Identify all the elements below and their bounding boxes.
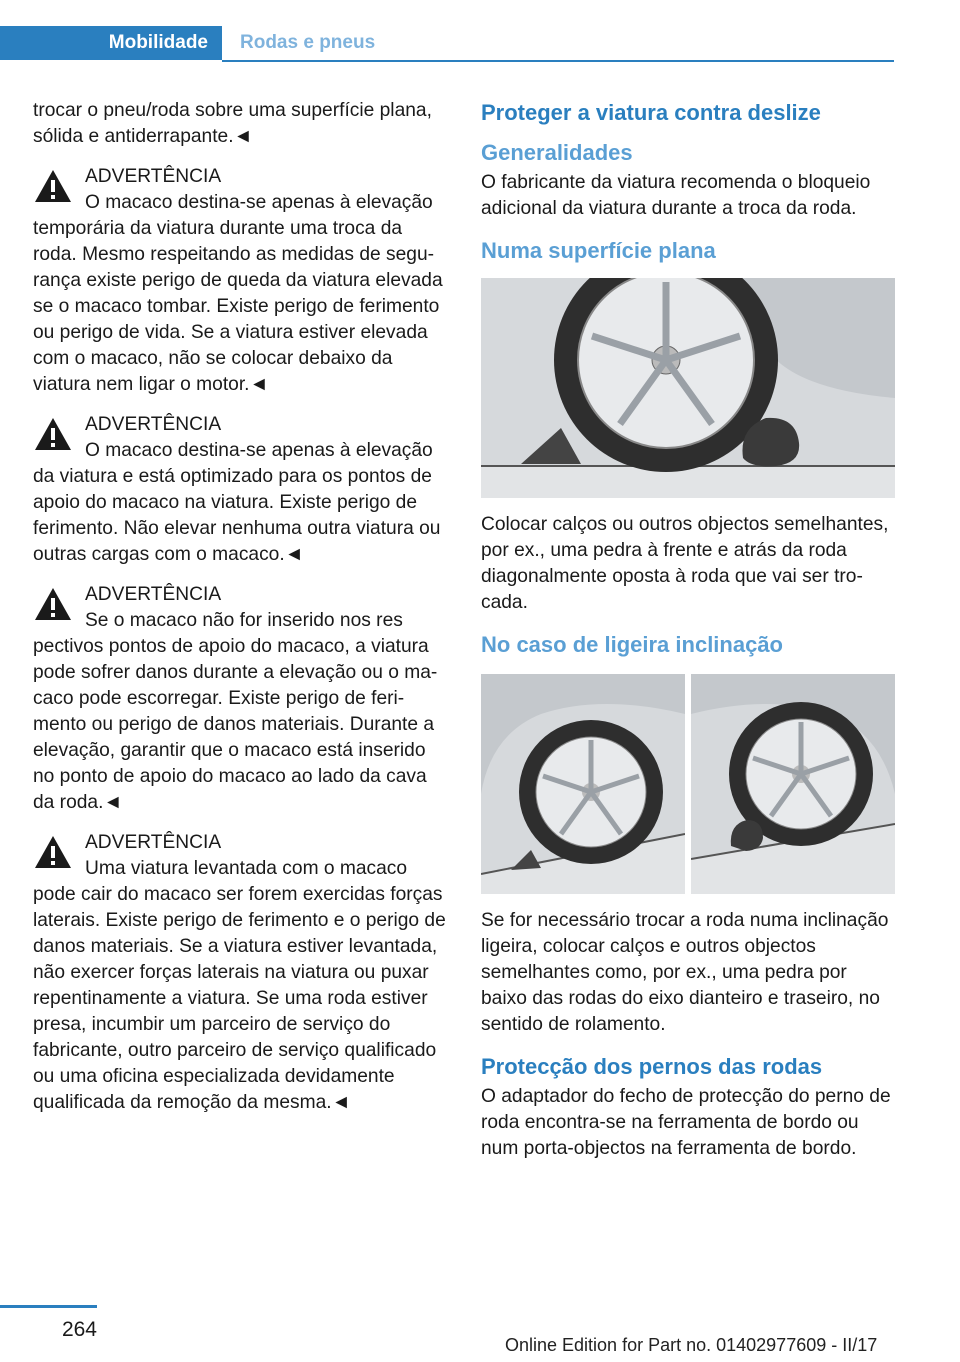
incline-front-image <box>481 674 685 894</box>
header-divider <box>222 60 894 62</box>
incline-heading: No caso de ligeira inclinação <box>481 632 783 657</box>
section-title: Proteger a viatura contra deslize <box>481 100 821 125</box>
warning-block <box>33 830 451 1116</box>
warning-title: ADVERTÊNCIA <box>85 414 222 435</box>
warning-block <box>33 582 451 816</box>
general-heading: Generalidades <box>481 140 633 165</box>
warning-triangle-icon <box>33 834 73 870</box>
warning-block <box>33 412 451 568</box>
wheel-bolt-paragraph: O adaptador do fecho de protecção do perno de roda encontra-se na ferramenta de bordo ou num porta-objectos na ferramenta de bordo. <box>481 1086 891 1159</box>
warning-text: pode cair do macaco ser forem exercidas forças laterais. Existe perigo de ferimento e o perigo de danos materiais. Se a viatura estiver levantada, não exercer forças laterais na viatura ou puxar repentinamente a viatura. Se uma roda estiver presa, incumbir um parceiro de serviço do fabricante, outro parceiro de serviço qualificado ou uma oficina especializada devidamente qualificada da remoção da mesma.◄ <box>33 884 446 1113</box>
warning-text: pectivos pontos de apoio do macaco, a viatura pode sofrer danos durante a elevação ou o macaco pode escorregar. Existe perigo de ferimento ou perigo de danos materiais. Durante a elevação, garantir que o macaco está inserido no ponto de apoio do macaco ao lado da cava da roda.◄ <box>33 636 438 813</box>
flat-surface-illustration <box>481 278 895 498</box>
wheel-bolt-heading: Protecção dos pernos das rodas <box>481 1054 823 1079</box>
incline-rear-image <box>691 674 895 894</box>
warning-triangle-icon <box>33 168 73 204</box>
warning-triangle-icon <box>33 416 73 452</box>
left-column <box>33 98 451 1130</box>
warning-first-line: Se o macaco não for inserido nos res <box>85 610 403 631</box>
page-number: 264 <box>61 1318 97 1341</box>
edition-note: Online Edition for Part no. 01402977609 - II/17 <box>505 1335 878 1355</box>
incline-paragraph: Se for necessário trocar a roda numa inclinação ligeira, colocar calços e outros objectos semelhantes como, por ex., uma pedra por baixo das rodas do eixo dianteiro e traseiro, no sentido de rolamento. <box>481 910 889 1035</box>
warning-text: da viatura e está optimizado para os pontos de apoio do macaco na viatura. Existe perigo de ferimento. Não elevar nenhuma outra viatura ou outras cargas com o macaco.◄ <box>33 466 441 565</box>
header-subsection-tab: Rodas e pneus <box>240 32 376 53</box>
warning-triangle-icon <box>33 586 73 622</box>
general-paragraph: O fabricante da viatura recomenda o bloqueio adicional da viatura durante a troca da roda. <box>481 172 871 219</box>
warning-block <box>33 164 451 398</box>
warning-title: ADVERTÊNCIA <box>85 832 222 853</box>
footer-divider <box>0 1305 97 1308</box>
flat-surface-paragraph: Colocar calços ou outros objectos semelhantes, por ex., uma pedra à frente e atrás da roda diagonalmente oposta à roda que vai ser trocada. <box>481 514 889 613</box>
intro-paragraph: trocar o pneu/roda sobre uma superfície plana, sólida e antiderrapante.◄ <box>33 100 432 147</box>
page-header <box>0 26 894 62</box>
warning-text: temporária da viatura durante uma troca da roda. Mesmo respeitando as medidas de segurança existe perigo de queda da viatura elevada se o macaco tombar. Existe perigo de ferimento ou perigo de vida. Se a viatura estiver elevada com o macaco, não se colocar debaixo da viatura nem ligar o motor.◄ <box>33 218 443 395</box>
warning-first-line: O macaco destina-se apenas à elevação <box>85 192 433 213</box>
wheel-chock-flat-image <box>481 278 895 498</box>
incline-illustration <box>481 674 895 894</box>
warning-first-line: Uma viatura levantada com o macaco <box>85 858 408 879</box>
right-column <box>481 98 895 1176</box>
warning-first-line: O macaco destina-se apenas à elevação <box>85 440 433 461</box>
flat-surface-heading: Numa superfície plana <box>481 238 716 263</box>
warning-title: ADVERTÊNCIA <box>85 584 222 605</box>
warning-title: ADVERTÊNCIA <box>85 166 222 187</box>
header-section-tab: Mobilidade <box>0 26 222 60</box>
